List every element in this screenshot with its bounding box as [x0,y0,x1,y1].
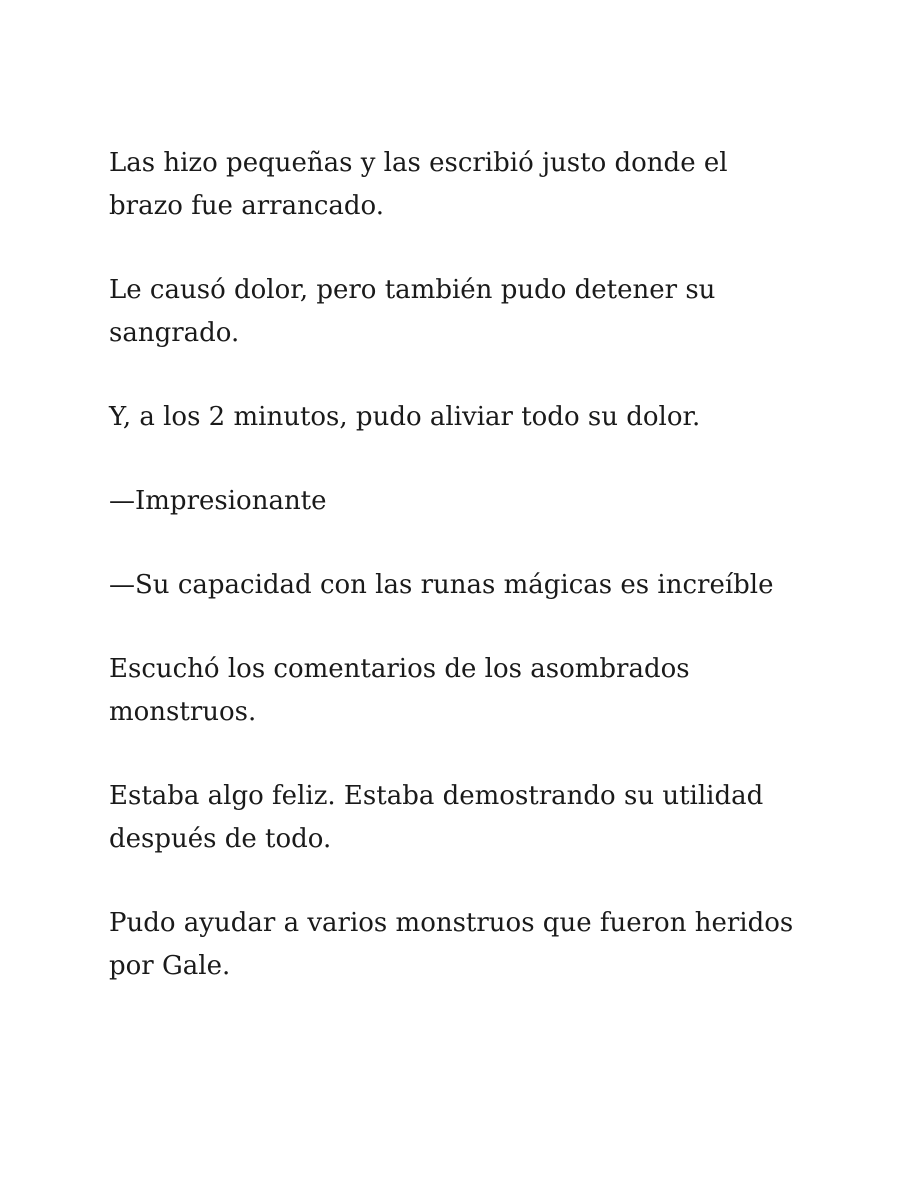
paragraph: Estaba algo feliz. Estaba demostrando su utilidad después de todo. [109,781,764,854]
dialogue-line: —Impresionante [109,486,327,516]
paragraph: Las hizo pequeñas y las escribió justo donde el brazo fue arrancado. [109,148,728,221]
paragraph: Escuchó los comentarios de los asombrados monstruos. [109,654,690,727]
paragraph: Le causó dolor, pero también pudo detener su sangrado. [109,275,716,348]
dialogue-line: —Su capacidad con las runas mágicas es increíble [109,570,774,600]
paragraph: Y, a los 2 minutos, pudo aliviar todo su dolor. [109,402,701,432]
text-body [109,142,799,1029]
paragraph: Pudo ayudar a varios monstruos que fueron heridos por Gale. [109,908,794,981]
